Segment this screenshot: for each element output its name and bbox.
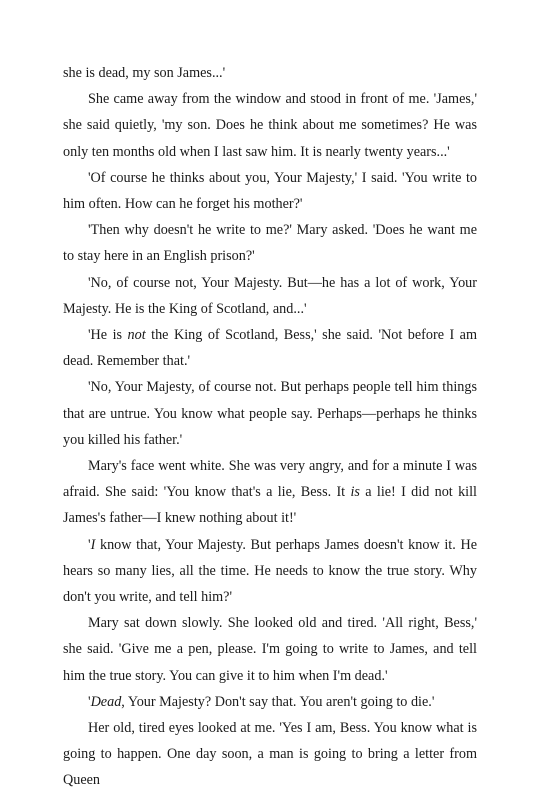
paragraph [63, 532, 477, 611]
text-run: , Your Majesty? Don't say that. You aren't going to die.' [121, 693, 435, 710]
text-run: Mary's face went white. She was very angry, and for a minute I was afraid. She said: 'You know that's a lie, Bess. It [63, 458, 477, 501]
text-run: 'He is [88, 327, 128, 344]
paragraph [63, 217, 477, 269]
paragraph [63, 610, 477, 689]
book-page [63, 60, 477, 794]
text-run: ' [88, 693, 91, 710]
paragraph [63, 322, 477, 374]
paragraph [63, 86, 477, 165]
paragraph [63, 270, 477, 322]
text-run: ' [88, 536, 91, 553]
text-run: 'Then why doesn't he write to me?' Mary asked. 'Does he want me to stay here in an English prison?' [63, 222, 477, 265]
paragraph [63, 165, 477, 217]
italic-text: Dead [90, 693, 122, 710]
paragraph [63, 374, 477, 453]
text-run: the King of Scotland, Bess,' she said. 'Not before I am dead. Remember that.' [63, 327, 477, 370]
paragraph [63, 60, 477, 86]
italic-text: I [90, 536, 96, 553]
paragraph [63, 689, 477, 715]
paragraph [63, 453, 477, 532]
text-run: she is dead, my son James...' [63, 65, 226, 81]
text-run: She came away from the window and stood in front of me. 'James,' she said quietly, 'my son. Does he think about me sometimes? He was only ten months old when I last saw him. It is nearly twenty years...' [63, 91, 477, 160]
text-run: 'No, Your Majesty, of course not. But perhaps people tell him things that are untrue. You know what people say. Perhaps—perhaps he thinks you killed his father.' [63, 379, 477, 448]
italic-text: not [127, 327, 146, 344]
paragraph [63, 715, 477, 794]
text-run: Her old, tired eyes looked at me. 'Yes I am, Bess. You know what is going to happen. One day soon, a man is going to bring a letter from Queen [63, 720, 477, 789]
italic-text: is [350, 484, 360, 501]
text-run: 'Of course he thinks about you, Your Majesty,' I said. 'You write to him often. How can he forget his mother?' [63, 169, 477, 213]
text-run: 'No, of course not, Your Majesty. But—he has a lot of work, Your Majesty. He is the King of Scotland, and...' [63, 274, 477, 317]
text-run: Mary sat down slowly. She looked old and tired. 'All right, Bess,' she said. 'Give me a pen, please. I'm going to write to James, and tell him the true story. You can give it to him when I'm dead.' [63, 615, 477, 684]
text-run: know that, Your Majesty. But perhaps James doesn't know it. He hears so many lies, all the time. He needs to know the true story. Why don't you write, and tell him?' [63, 536, 477, 606]
text-run: a lie! I did not kill James's father—I knew nothing about it!' [63, 484, 477, 527]
